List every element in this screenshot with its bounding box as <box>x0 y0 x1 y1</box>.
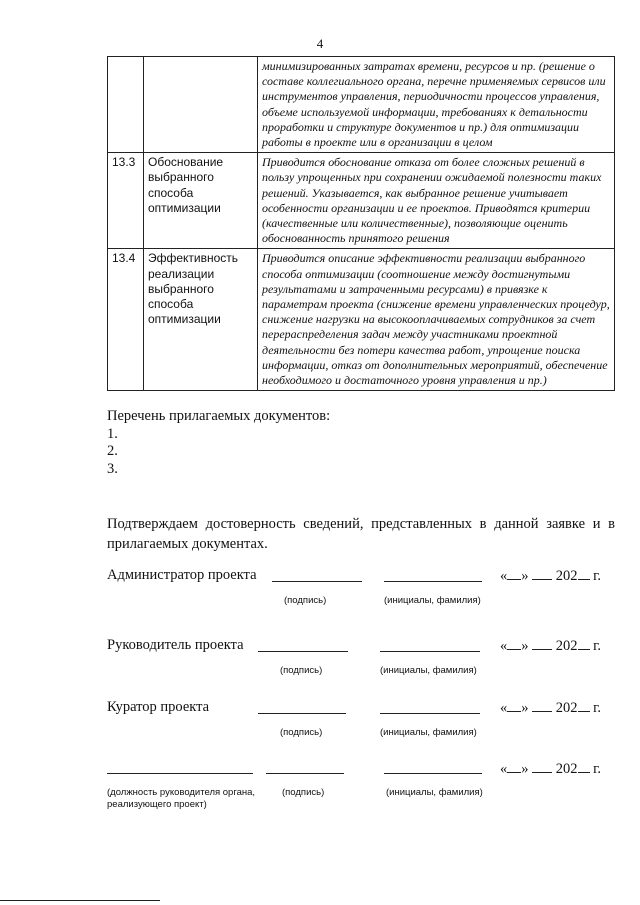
row-description: Приводится описание эффективности реализации выбранного способа оптимизации (соотношение между достигнутыми результатами и затраченными ресурсами) в привязке к параметрам проекта (снижение времени управленческих процедур, снижение нагрузки на высокооплачиваемых сотрудников за счет перераспределения задач между участниками проектной деятельности без потери качества работ, упрощение поиска информации, отказ от дополнительных мероприятий, обеспечение необходимого и достаточного уровня управления и пр.) <box>258 249 615 391</box>
row-number: 13.3 <box>108 153 144 249</box>
manager-name-line <box>380 651 480 652</box>
attachment-item: 2. <box>107 443 118 459</box>
manager-signature-caption: (подпись) <box>280 665 323 676</box>
head-signature-caption: (подпись) <box>282 787 325 798</box>
attachment-item: 3. <box>107 460 118 477</box>
row-title: Обоснование выбранного способа оптимизации <box>144 153 258 249</box>
year-suffix: г. <box>593 761 602 777</box>
row-description: минимизированных затратах времени, ресурсов и пр. (решение о составе коллегиального органа, перечне применяемых сервисов или инструментов управления, периодичности процессов управления, объеме используемой информации, требованиях к детальности проработки и структуре документов и пр.) для оптимизации работы в проекте или в организации в целом <box>258 57 615 153</box>
attachments-heading: Перечень прилагаемых документов: <box>107 408 331 424</box>
admin-name-caption: (инициалы, фамилия) <box>384 595 481 606</box>
curator-signature-line <box>258 713 346 714</box>
row-number: 13.4 <box>108 249 144 391</box>
date-close: » <box>521 700 529 716</box>
admin-signature-caption: (подпись) <box>284 595 327 606</box>
confirmation-text: Подтверждаем достоверность сведений, представленных в данной заявке и в прилагаемых документах. <box>107 516 615 552</box>
row-title <box>144 57 258 153</box>
head-name-line <box>384 773 482 774</box>
manager-label: Руководитель проекта <box>107 637 244 653</box>
manager-signature-line <box>258 651 348 652</box>
curator-signature-caption: (подпись) <box>280 727 323 738</box>
year-suffix: г. <box>593 568 602 584</box>
head-name-caption: (инициалы, фамилия) <box>386 787 483 798</box>
page-number: 4 <box>316 36 324 51</box>
curator-label: Куратор проекта <box>107 699 210 715</box>
year-suffix: г. <box>593 638 602 654</box>
admin-date <box>500 567 601 585</box>
row-title: Эффективность реализации выбранного способа оптимизации <box>144 249 258 391</box>
attachments-section <box>107 408 330 478</box>
year-prefix: 202 <box>555 568 578 584</box>
curator-name-line <box>380 713 480 714</box>
admin-signature-line <box>272 581 362 582</box>
curator-name-caption: (инициалы, фамилия) <box>380 727 477 738</box>
footnote-separator <box>0 900 160 901</box>
table-row <box>108 249 615 391</box>
manager-name-caption: (инициалы, фамилия) <box>380 665 477 676</box>
year-prefix: 202 <box>555 638 578 654</box>
row-description: Приводится обоснование отказа от более сложных решений в пользу упрощенных при сохранении ожидаемой полезности таких решений. Указывается, как выбранное решение учитывает особенности организации и ее проектов. Приводятся критерии (качественные или количественные), позволяющие оценить обоснованность принятого решения <box>258 153 615 249</box>
manager-date <box>500 637 601 655</box>
head-signature-line <box>266 773 344 774</box>
requirements-table <box>107 56 615 391</box>
attachment-item: 1. <box>107 425 118 442</box>
year-prefix: 202 <box>555 700 578 716</box>
table-row <box>108 153 615 249</box>
admin-name-line <box>384 581 482 582</box>
date-open: « <box>500 761 508 777</box>
year-prefix: 202 <box>555 761 578 777</box>
year-suffix: г. <box>593 700 602 716</box>
date-open: « <box>500 568 508 584</box>
date-close: » <box>521 761 529 777</box>
table-row <box>108 57 615 153</box>
row-number <box>108 57 144 153</box>
date-open: « <box>500 700 508 716</box>
date-close: » <box>521 568 529 584</box>
admin-label: Администратор проекта <box>107 567 257 583</box>
head-date <box>500 760 601 778</box>
position-line <box>107 773 253 774</box>
position-caption: (должность руководителя органа, реализующего проект) <box>107 787 256 810</box>
date-close: » <box>521 638 529 654</box>
date-open: « <box>500 638 508 654</box>
curator-date <box>500 699 601 717</box>
